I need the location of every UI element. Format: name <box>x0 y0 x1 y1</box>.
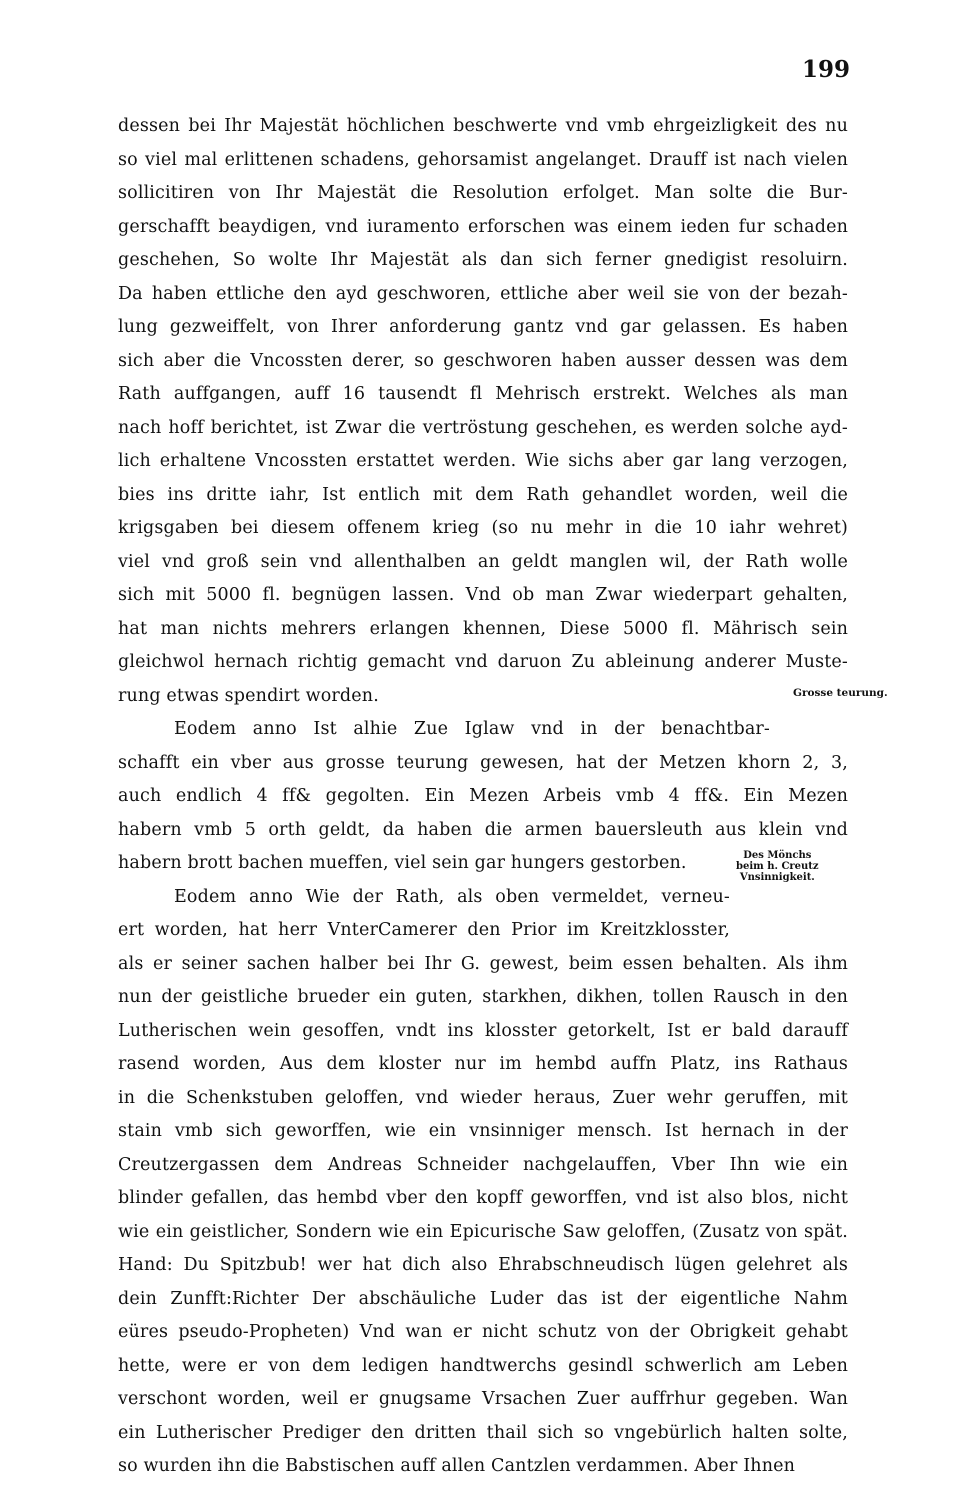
text-line: gerschafft beaydigen, vnd iuramento erforschen was einem ieden fur schaden <box>118 216 848 237</box>
margin-note-line: Vnsinnigkeit. <box>739 872 815 883</box>
text-line: Eodem anno Wie der Rath, als oben vermeldet, verneu- <box>174 886 730 907</box>
text-line: sich aber die Vncossten derer, so geschworen haben ausser dessen was dem <box>118 350 848 371</box>
text-line: blinder gefallen, das hembd vber den kopff geworffen, vnd ist also blos, nicht <box>118 1188 848 1208</box>
text-line: schafft ein vber aus grosse teurung gewesen, hat der Metzen khorn 2, 3, <box>118 752 848 773</box>
margin-note-line: beim h. Creutz <box>736 861 819 872</box>
text-line: auch endlich 4 ff& gegolten. Ein Mezen Arbeis vmb 4 ff&. Ein Mezen <box>118 786 848 806</box>
text-line: Da haben ettliche den ayd geschworen, ettliche aber weil sie von der bezah- <box>118 283 848 304</box>
text-line: Eodem anno Ist alhie Zue Iglaw vnd in der benachtbar- <box>174 719 770 739</box>
text-line: in die Schenkstuben geloffen, vnd wieder heraus, Zuer wehr geruffen, mit <box>118 1087 848 1108</box>
text-line: sollicitiren von Ihr Majestät die Resolution erfolget. Man solte die Bur- <box>118 183 848 203</box>
text-line: Hand: Du Spitzbub! wer hat dich also Ehrabschneudisch lügen gelehret als <box>118 1255 848 1275</box>
text-line: nun der geistliche brueder ein guten, starkhen, dikhen, tollen Rausch in den <box>118 987 848 1007</box>
page-number: 199 <box>801 56 850 83</box>
text-line: bies ins dritte iahr, Ist entlich mit dem Rath gehandlet worden, weil die <box>118 484 848 505</box>
text-line: hette, were er von dem ledigen handtwerchs gesindl schwerlich am Leben <box>118 1355 848 1376</box>
text-line: habern brott bachen mueffen, viel sein gar hungers gestorben. <box>118 853 687 873</box>
text-line: rung etwas spendirt worden. <box>118 685 379 706</box>
margin-note-line: Des Mönchs <box>743 850 812 861</box>
text-line: so viel mal erlittenen schadens, gehorsamist angelanget. Drauff ist nach vielen <box>118 149 848 170</box>
text-line: habern vmb 5 orth geldt, da haben die armen bauersleuth aus klein vnd <box>118 819 848 840</box>
text-line: gleichwol hernach richtig gemacht vnd daruon Zu ableinung anderer Muste- <box>118 652 848 672</box>
text-line: als er seiner sachen halber bei Ihr G. gewest, beim essen behalten. Als ihm <box>118 953 848 974</box>
text-line: viel vnd groß sein vnd allenthalben an geldt manglen wil, der Rath wolle <box>118 551 848 572</box>
text-line: rasend worden, Aus dem kloster nur im hembd auffn Platz, ins Rathaus <box>118 1054 848 1074</box>
text-line: dein Zunfft:Richter Der abschäuliche Luder das ist der eigentliche Nahm <box>118 1288 848 1309</box>
text-line: wie ein geistlicher, Sondern wie ein Epicurische Saw geloffen, (Zusatz von spät. <box>118 1221 848 1242</box>
text-line: lich erhaltene Vncossten erstattet werden. Wie sichs aber gar lang verzogen, <box>118 451 848 471</box>
text-line: so wurden ihn die Babstischen auff allen Cantzlen verdammen. Aber Ihnen <box>118 1456 796 1476</box>
text-line: ein Lutherischer Prediger den dritten thail sich so vngebürlich halten solte, <box>118 1422 848 1443</box>
text-line: geschehen, So wolte Ihr Majestät als dan sich ferner gnedigist resoluirn. <box>118 250 848 270</box>
text-line: Lutherischen wein gesoffen, vndt ins klosster getorkelt, Ist er bald darauff <box>118 1020 848 1041</box>
text-line: stain vmb sich geworffen, wie ein vnsinniger mensch. Ist hernach in der <box>118 1121 848 1141</box>
text-line: hat man nichts mehrers erlangen khennen, Diese 5000 fl. Mährisch sein <box>118 618 848 639</box>
text-line: ert worden, hat herr VnterCamerer den Prior im Kreitzklosster, <box>118 920 730 940</box>
text-line: sich mit 5000 fl. begnügen lassen. Vnd ob man Zwar wiederpart gehalten, <box>118 585 848 605</box>
text-line: Creutzergassen dem Andreas Schneider nachgelauffen, Vber Ihn wie ein <box>118 1154 848 1175</box>
margin-note-teurung: Grosse teurung. <box>793 687 888 699</box>
text-line: nach hoff berichtet, ist Zwar die vertröstung geschehen, es werden solche ayd- <box>118 417 848 438</box>
text-line: Rath auffgangen, auff 16 tausendt fl Mehrisch erstrekt. Welches als man <box>118 384 848 404</box>
text-line: dessen bei Ihr Majestät höchlichen beschwerte vnd vmb ehrgeizligkeit des nu <box>118 116 848 136</box>
margin-note-moench <box>736 850 819 883</box>
text-line: krigsgaben bei diesem offenem krieg (so nu mehr in die 10 iahr wehret) <box>118 518 848 538</box>
text-line: lung gezweiffelt, von Ihrer anforderung gantz vnd gar gelassen. Es haben <box>118 317 848 337</box>
text-line: eüres pseudo-Propheten) Vnd wan er nicht schutz von der Obrigkeit gehabt <box>118 1322 848 1342</box>
body-text <box>118 110 848 1484</box>
text-line: verschont worden, weil er gnugsame Vrsachen Zuer auffrhur gegeben. Wan <box>118 1389 848 1409</box>
